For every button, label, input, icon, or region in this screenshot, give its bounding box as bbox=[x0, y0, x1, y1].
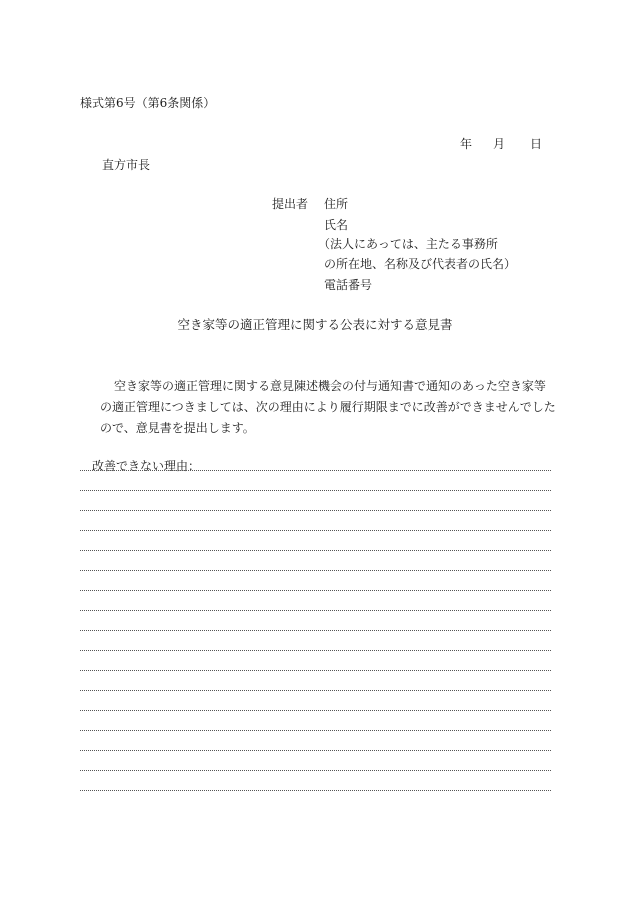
reason-line bbox=[80, 550, 551, 551]
reason-line bbox=[80, 630, 551, 631]
corporate-note-line1: （法人にあっては、主たる事務所 bbox=[318, 237, 498, 251]
document-title: 空き家等の適正管理に関する公表に対する意見書 bbox=[177, 317, 453, 332]
phone-label: 電話番号 bbox=[324, 278, 373, 292]
body-paragraph: 空き家等の適正管理に関する意見陳述機会の付与通知書で通知のあった空き家等の適正管理につきましては、次の理由により履行期限までに改善ができませんでしたので、意見書を提出します。 bbox=[100, 379, 556, 435]
reason-line bbox=[80, 690, 551, 691]
date-month-label: 月 bbox=[493, 137, 506, 151]
reason-line bbox=[80, 650, 551, 651]
submitter-label: 提出者 bbox=[272, 197, 309, 211]
reason-line bbox=[80, 570, 551, 571]
reason-line bbox=[80, 590, 551, 591]
reason-label: 改善できない理由： bbox=[92, 459, 201, 473]
reason-line bbox=[80, 750, 551, 751]
addressee: 直方市長 bbox=[102, 158, 151, 172]
date-line bbox=[460, 138, 542, 150]
name-label: 氏名 bbox=[324, 218, 349, 232]
reason-line bbox=[80, 470, 551, 471]
reason-line bbox=[80, 730, 551, 731]
reason-line bbox=[80, 770, 551, 771]
reason-line bbox=[80, 510, 551, 511]
reason-line bbox=[80, 490, 551, 491]
reason-line bbox=[80, 670, 551, 671]
reason-line bbox=[80, 790, 551, 791]
date-day-label: 日 bbox=[530, 137, 543, 151]
reason-line bbox=[80, 610, 551, 611]
reason-line bbox=[80, 710, 551, 711]
corporate-note-line2: の所在地、名称及び代表者の氏名） bbox=[324, 257, 517, 271]
address-label: 住所 bbox=[324, 197, 349, 211]
reason-line bbox=[80, 530, 551, 531]
date-year-label: 年 bbox=[460, 137, 473, 151]
form-number: 様式第6号（第6条関係） bbox=[80, 96, 216, 110]
